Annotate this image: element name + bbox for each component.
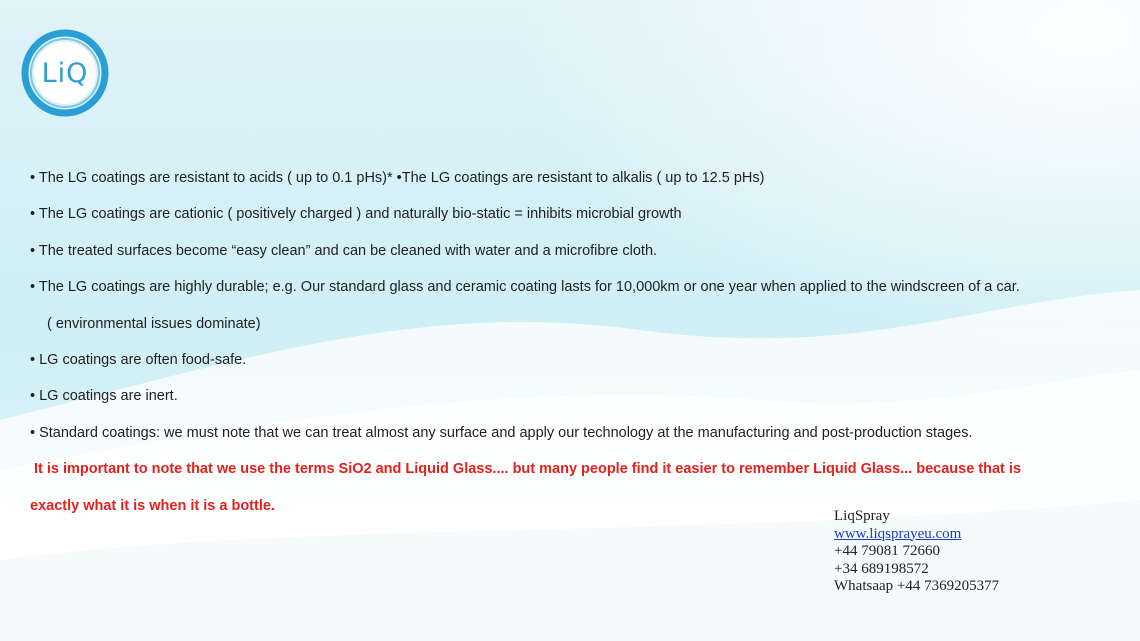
feature-list bbox=[30, 160, 1120, 524]
contact-block bbox=[834, 508, 999, 596]
bullet-durable-note: ( environmental issues dominate) bbox=[47, 315, 261, 332]
phone-es: +34 689198572 bbox=[834, 560, 929, 577]
important-note-line1: It is important to note that we use the terms SiO2 and Liquid Glass.... but many people find it easier to remember Liquid Glass... because that is bbox=[34, 461, 1022, 478]
logo-text: LiQ bbox=[41, 57, 89, 89]
website-link[interactable]: www.liqsprayeu.com bbox=[834, 525, 962, 542]
whatsapp-number: Whatsaap +44 7369205377 bbox=[834, 578, 1000, 595]
important-note-line2: exactly what it is when it is a bottle. bbox=[30, 497, 275, 514]
bullet-standard-coatings: • Standard coatings: we must note that we can treat almost any surface and apply our technology at the manufacturing and post-production stages. bbox=[30, 424, 973, 441]
bullet-cationic: • The LG coatings are cationic ( positively charged ) and naturally bio-static = inhibits microbial growth bbox=[30, 206, 682, 223]
bullet-easy-clean: • The treated surfaces become “easy clean” and can be cleaned with water and a microfibre cloth. bbox=[30, 242, 658, 259]
company-name: LiqSpray bbox=[834, 508, 890, 524]
bullet-food-safe: • LG coatings are often food-safe. bbox=[30, 352, 247, 369]
bullet-inert: • LG coatings are inert. bbox=[30, 388, 178, 405]
bullet-durable: • The LG coatings are highly durable; e.g. Our standard glass and ceramic coating lasts for 10,000km or one year when applied to the windscreen of a car. bbox=[30, 279, 1020, 296]
phone-uk: +44 79081 72660 bbox=[834, 543, 940, 560]
bullet-acid-alkali: • The LG coatings are resistant to acids ( up to 0.1 pHs)* •The LG coatings are resistant to alkalis ( up to 12.5 pHs) bbox=[30, 170, 765, 186]
